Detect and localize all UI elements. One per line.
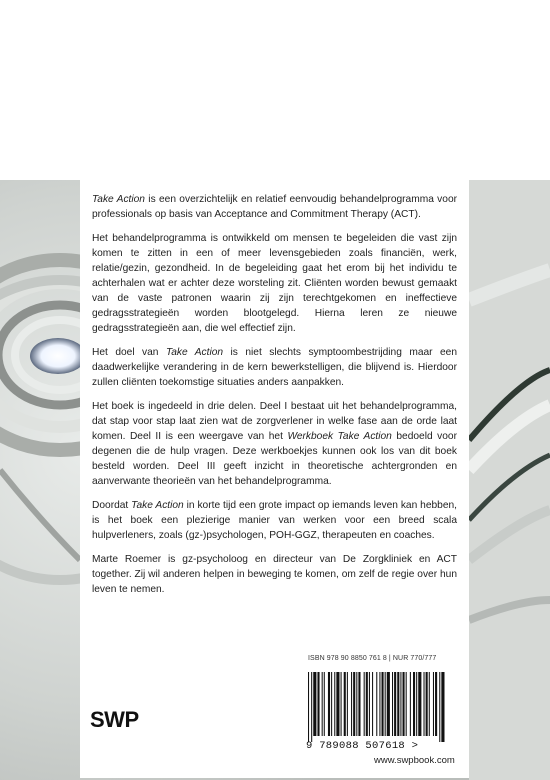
barcode-bar <box>369 672 370 736</box>
barcode-bar <box>418 672 421 736</box>
barcode-bar <box>351 672 352 736</box>
barcode-bar <box>353 672 355 736</box>
barcode-bar <box>429 672 430 736</box>
barcode-bar <box>313 672 316 736</box>
book-title-italic: Take Action <box>92 194 145 205</box>
barcode-bar <box>400 672 401 736</box>
author-bio: Marte Roemer is gz-psycholoog en directeur van De Zorgkliniek en ACT together. Zij wil anderen helpen in beweging te komen, om zelf de regie over hun leven te nemen. <box>92 554 457 595</box>
barcode-bar <box>336 672 339 736</box>
publisher-website: www.swpbook.com <box>374 755 455 766</box>
barcode-bar <box>366 672 368 736</box>
blurb-paragraph-2: Het behandelprogramma is ontwikkeld om mensen te begeleiden die vast zijn komen te zitten in een of meer levensgebieden zoals financiën, werk, relatie/gezin, gezondheid. In de begeleiding gaat het erom bij het individu te achterhalen wat er achter deze worsteling zit. Cliënten worden bewust gemaakt van de vaste patronen waarin zij zijn terechtgekomen en ineffectieve gedragsstrategieën worden blootgelegd. Hierna leren ze nieuwe gedragsstrategieën aan, die wel effectief zijn. <box>92 233 457 334</box>
blurb-paragraph-4: Het boek is ingedeeld in drie delen. Deel I bestaat uit het behandelprogramma, dat stap voor stap laat zien wat de zorgverlener in welke fase aan de orde laat komen. Deel II is een weergave van het Werkboek Take Action bedoeld voor degenen die de hulp vragen. Deze werkboekjes kunnen ook los van dit boek besteld worden. Deel III geeft inzicht in theoretische achtergronden en aanverwante theorieën van het behandelprogramma. <box>92 401 457 487</box>
workbook-title-italic: Werkboek Take Action <box>287 431 392 442</box>
barcode-bar <box>347 672 348 736</box>
barcode-bar <box>324 672 325 736</box>
back-cover-text <box>92 192 457 606</box>
barcode-bar <box>424 672 425 736</box>
barcode-bar <box>410 672 411 736</box>
barcode-bar <box>382 672 384 736</box>
barcode-bar <box>364 672 365 736</box>
barcode-bar <box>435 672 437 736</box>
publisher-logo: SWP <box>90 707 139 732</box>
barcode-bar <box>331 672 332 736</box>
barcode-bar <box>341 672 342 736</box>
barcode-bar <box>328 672 330 736</box>
blurb-paragraph-3: Het doel van Take Action is niet slechts symptoombestrijding maar een daadwerkelijke verandering in de kern bewerkstelligen, die blijvend is. Hierdoor zullen cliënten toekomstige situaties anders aanpakken. <box>92 347 458 388</box>
barcode-bar <box>317 672 319 736</box>
barcode-bar <box>334 672 335 736</box>
barcode-bar <box>356 672 357 736</box>
barcode-bar <box>413 672 415 736</box>
blurb-paragraph-5: Doordat Take Action in korte tijd een grote impact op iemands leven kan hebben, is het boek een plezierige manier van werken voor een breed scala hulpverleners, zoals (gz-)psychologen, POH-GGZ, therapeuten en coaches. <box>92 500 457 541</box>
book-title-italic: Take Action <box>131 500 184 511</box>
barcode-bar <box>372 672 373 736</box>
barcode-bar <box>403 672 405 736</box>
barcode-bar <box>311 672 312 742</box>
barcode-bar <box>385 672 386 736</box>
barcode-bar <box>416 672 417 736</box>
barcode-bar <box>392 672 393 736</box>
barcode-bar <box>308 672 309 742</box>
barcode-bar <box>426 672 428 736</box>
barcode-icon <box>304 670 454 742</box>
barcode-bar <box>344 672 346 736</box>
blurb-paragraph-1: Take Action is een overzichtelijk en relatief eenvoudig behandelprogramma voor professionals op basis van Acceptance and Commitment Therapy (ACT). <box>92 194 457 220</box>
barcode-digits: 9 789088 507618 > <box>306 740 419 752</box>
barcode-bar <box>376 672 377 736</box>
book-title-italic: Take Action <box>165 347 224 358</box>
barcode-bar <box>394 672 396 736</box>
barcode-bar <box>379 672 380 736</box>
barcode-bar <box>406 672 407 736</box>
barcode-bar <box>387 672 390 736</box>
barcode-bar <box>439 672 440 742</box>
barcode-bar <box>322 672 323 736</box>
barcode-bar <box>397 672 399 736</box>
isbn-nur-line: ISBN 978 90 8850 761 8 | NUR 770/777 <box>308 655 437 662</box>
barcode-bar <box>441 672 444 742</box>
barcode-bar <box>358 672 360 736</box>
barcode-bar <box>433 672 434 736</box>
